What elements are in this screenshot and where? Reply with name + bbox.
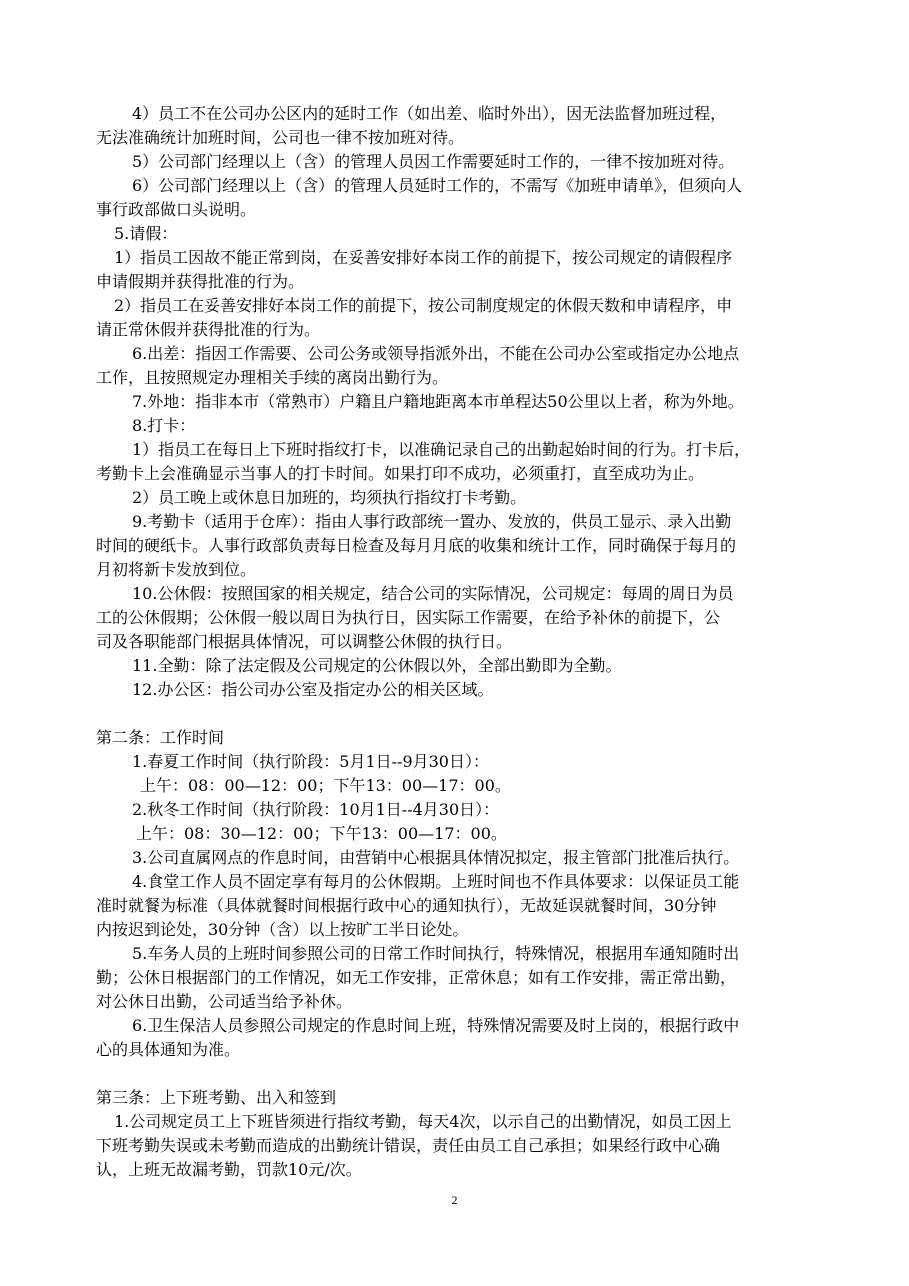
text-line: 心的具体通知为准。: [96, 1040, 241, 1059]
text-line: 上午：08：00—12：00；下午13：00—17：00。: [140, 776, 511, 795]
page-number: 2: [451, 1193, 458, 1207]
text-line: 工作，且按照规定办理相关手续的离岗出勤行为。: [96, 368, 449, 387]
article-heading: 第三条：上下班考勤、出入和签到: [96, 1088, 337, 1107]
text-line: 11.全勤：除了法定假及公司规定的公休假以外，全部出勤即为全勤。: [132, 656, 622, 675]
text-line: 1）指员工在每日上下班时指纹打卡，以准确记录自己的出勤起始时间的行为。打卡后，: [132, 440, 751, 459]
text-line: 上午：08：30—12：00；下午13：00—17：00。: [136, 824, 507, 843]
text-line: 请正常休假并获得批准的行为。: [96, 320, 321, 339]
text-line: 考勤卡上会准确显示当事人的打卡时间。如果打印不成功，必须重打，直至成功为止。: [96, 464, 705, 483]
text-line: 工的公休假期；公休假一般以周日为执行日，因实际工作需要，在给予补休的前提下，公: [96, 608, 721, 627]
text-line: 5.车务人员的上班时间参照公司的日常工作时间执行，特殊情况，根据用车通知随时出: [132, 944, 740, 963]
text-line: 2）指员工在妥善安排好本岗工作的前提下，按公司制度规定的休假天数和申请程序，申: [114, 296, 733, 315]
text-line: 事行政部做口头说明。: [96, 200, 257, 219]
text-line: 时间的硬纸卡。人事行政部负责每日检查及每月月底的收集和统计工作，同时确保于每月的: [96, 536, 737, 555]
text-line: 准时就餐为标准（具体就餐时间根据行政中心的通知执行），无故延误就餐时间，30分钟: [96, 896, 717, 915]
section-heading: 8.打卡：: [132, 416, 196, 435]
section-heading: 5.请假：: [114, 224, 178, 243]
text-line: 1.春夏工作时间（执行阶段：5月1日--9月30日）：: [132, 752, 489, 771]
text-line: 2）员工晚上或休息日加班的，均须执行指纹打卡考勤。: [132, 488, 527, 507]
text-line: 5）公司部门经理以上（含）的管理人员因工作需要延时工作的，一律不按加班对待。: [132, 152, 735, 171]
text-line: 6.卫生保洁人员参照公司规定的作息时间上班，特殊情况需要及时上岗的，根据行政中: [132, 1016, 740, 1035]
text-line: 9.考勤卡（适用于仓库）：指由人事行政部统一置办、发放的，供员工显示、录入出勤: [132, 512, 732, 531]
text-line: 2.秋冬工作时间（执行阶段：10月1日--4月30日）：: [132, 800, 500, 819]
text-line: 6.出差：指因工作需要、公司公务或领导指派外出，不能在公司办公室或指定办公地点: [132, 344, 740, 363]
text-line: 4.食堂工作人员不固定享有每月的公休假期。上班时间也不作具体要求：以保证员工能: [132, 872, 740, 891]
text-line: 3.公司直属网点的作息时间，由营销中心根据具体情况拟定，报主管部门批准后执行。: [132, 848, 740, 867]
text-line: 认，上班无故漏考勤，罚款10元/次。: [96, 1160, 362, 1179]
text-line: 12.办公区：指公司办公室及指定办公的相关区域。: [132, 680, 494, 699]
text-line: 7.外地：指非本市（常熟市）户籍且户籍地距离本市单程达50公里以上者，称为外地。: [132, 392, 744, 411]
text-line: 申请假期并获得批准的行为。: [96, 272, 305, 291]
text-line: 10.公休假：按照国家的相关规定，结合公司的实际情况，公司规定：每周的周日为员: [132, 584, 734, 603]
text-line: 6）公司部门经理以上（含）的管理人员延时工作的，不需写《加班申请单》，但须向人: [132, 176, 743, 195]
text-line: 4）员工不在公司办公区内的延时工作（如出差、临时外出），因无法监督加班过程，: [132, 104, 727, 123]
text-line: 月初将新卡发放到位。: [96, 560, 257, 579]
text-line: 内按迟到论处，30分钟（含）以上按旷工半日论处。: [96, 920, 469, 939]
text-line: 下班考勤失误或未考勤而造成的出勤统计错误，责任由员工自己承担；如果经行政中心确: [96, 1136, 721, 1155]
text-line: 对公休日出勤，公司适当给予补休。: [96, 992, 353, 1011]
text-line: 司及各职能部门根据具体情况，可以调整公休假的执行日。: [96, 632, 513, 651]
text-line: 无法准确统计加班时间，公司也一律不按加班对待。: [96, 128, 465, 147]
article-heading: 第二条：工作时间: [96, 728, 225, 747]
text-line: 勤；公休日根据部门的工作情况，如无工作安排，正常休息；如有工作安排，需正常出勤，: [96, 968, 737, 987]
text-line: 1）指员工因故不能正常到岗，在妥善安排好本岗工作的前提下，按公司规定的请假程序: [114, 248, 733, 267]
text-line: 1.公司规定员工上下班皆须进行指纹考勤，每天4次，以示自己的出勤情况，如员工因上: [114, 1112, 732, 1131]
